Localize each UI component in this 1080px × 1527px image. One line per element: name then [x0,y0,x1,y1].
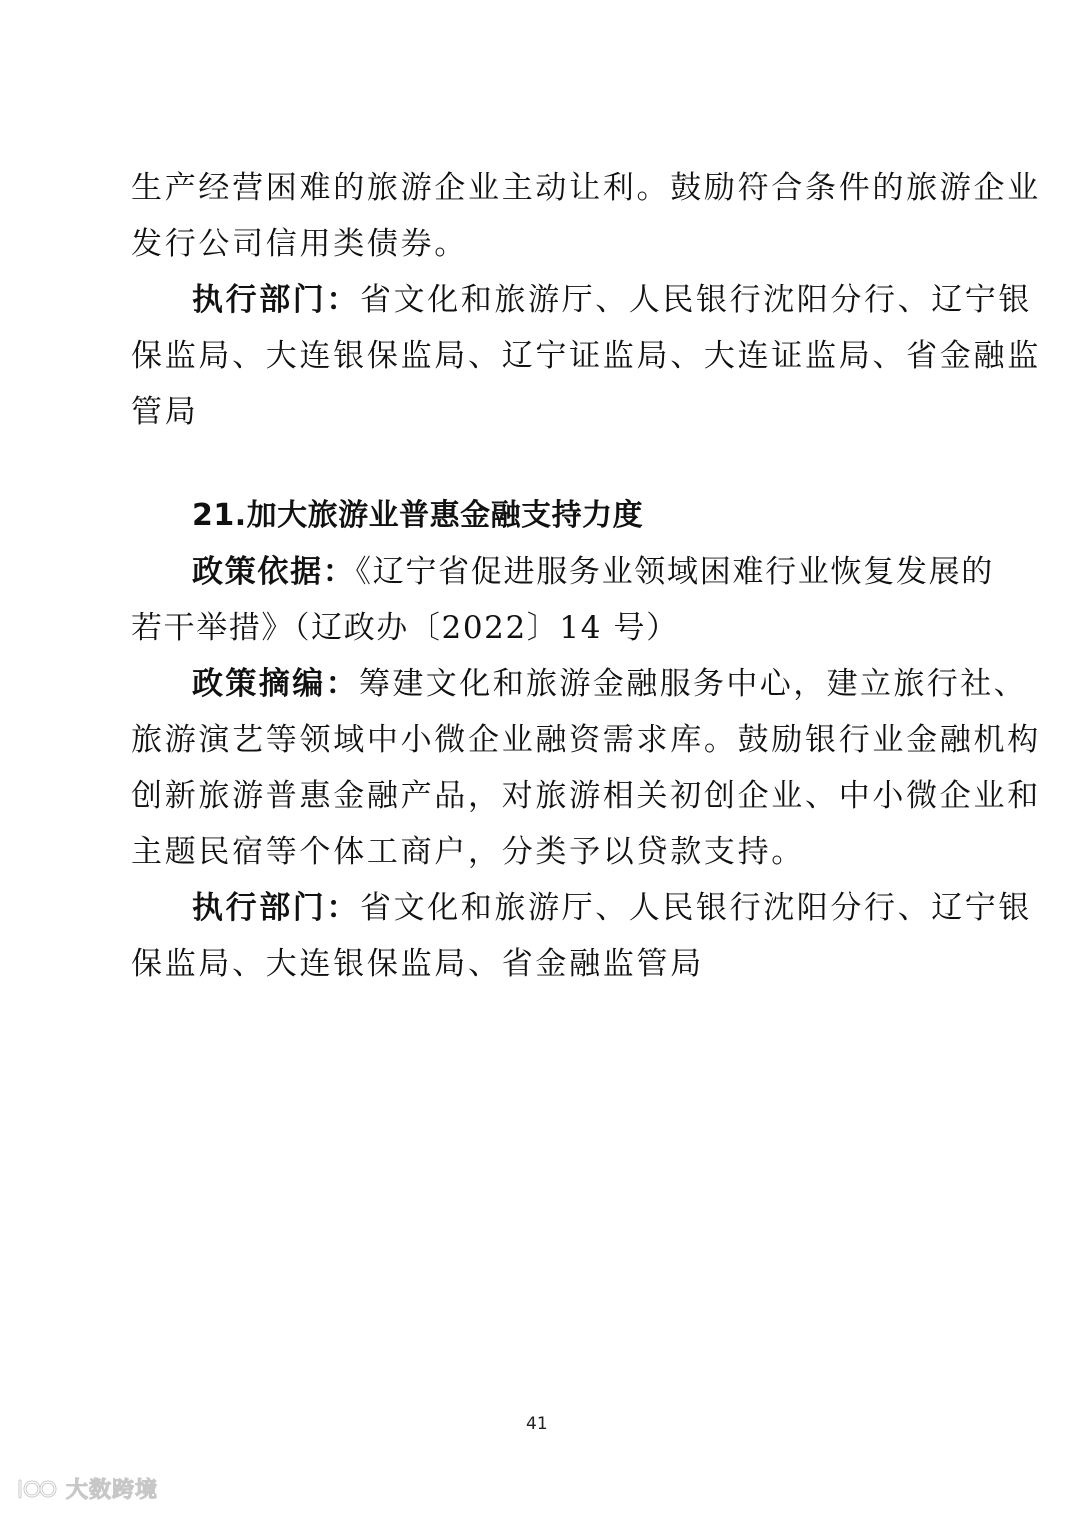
exec-dept-label: 执行部门： [192,282,360,318]
exec-dept-line [192,888,1032,928]
policy-summary-line: 主题民宿等个体工商户，分类予以贷款支持。 [131,834,805,870]
policy-summary-line [192,664,1027,704]
policy-summary-text: 筹建文化和旅游金融服务中心，建立旅行社、 [359,666,1027,702]
policy-summary-label: 政策摘编： [192,666,359,702]
policy-basis-text: 《辽宁省促进服务业领域困难行业恢复发展的 [355,554,994,590]
policy-summary-line: 创新旅游普惠金融产品，对旅游相关初创企业、中小微企业和 [131,778,1041,814]
policy-summary-line: 旅游演艺等领域中小微企业融资需求库。鼓励银行业金融机构 [131,722,1041,758]
exec-dept-line: 保监局、大连银保监局、省金融监管局 [131,946,704,982]
paragraph-line: 生产经营困难的旅游企业主动让利。鼓励符合条件的旅游企业 [131,170,1041,206]
watermark [14,1468,158,1508]
policy-basis-line: 若干举措》（辽政办〔2022〕14 号） [131,610,679,646]
paragraph-line: 发行公司信用类债券。 [131,226,468,262]
section-heading: 21.加大旅游业普惠金融支持力度 [192,498,644,533]
brand-logo-icon [14,1473,60,1503]
exec-dept-line: 保监局、大连银保监局、辽宁证监局、大连证监局、省金融监 [131,338,1041,374]
exec-dept-text: 省文化和旅游厅、人民银行沈阳分行、辽宁银 [360,890,1032,926]
exec-dept-label: 执行部门： [192,890,360,926]
policy-basis-label: 政策依据： [192,554,356,590]
policy-basis-line [192,552,994,592]
exec-dept-text: 省文化和旅游厅、人民银行沈阳分行、辽宁银 [360,282,1032,318]
page-number: 41 [526,1414,548,1434]
exec-dept-line [192,280,1032,320]
watermark-text: 大数跨境 [66,1477,159,1503]
exec-dept-line: 管局 [131,394,199,430]
